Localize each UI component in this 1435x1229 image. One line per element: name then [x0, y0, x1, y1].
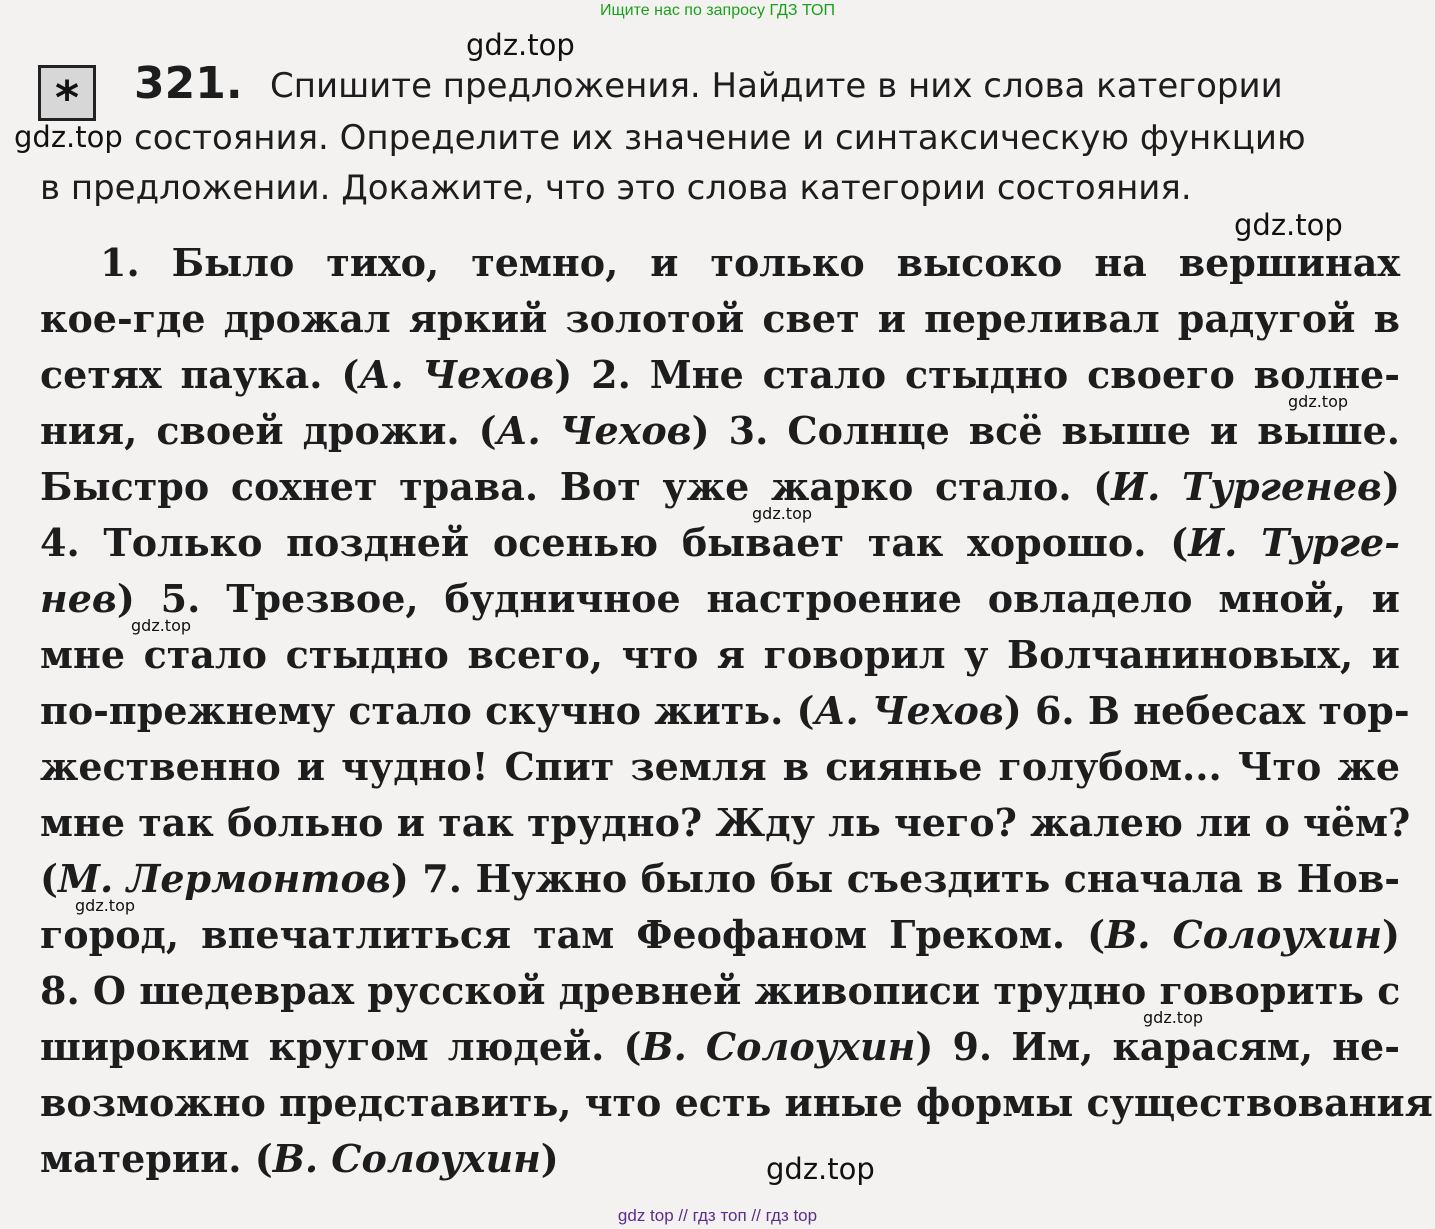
- text-line-6: 4. Только поздней осенью бывает так хорошо. (И. Турге-: [40, 520, 1400, 565]
- text-line-11: мне так больно и так трудно? Жду ль чего? жалею ли о чём?: [40, 800, 1411, 845]
- text-line-8: мне стало стыдно всего, что я говорил у Волчаниновых, и: [40, 632, 1400, 677]
- search-banner: Ищите нас по запросу ГДЗ ТОП: [600, 2, 835, 19]
- watermark: gdz.top: [1234, 208, 1343, 242]
- text-line-16: возможно представить, что есть иные формы существования: [40, 1080, 1433, 1125]
- asterisk-marker-icon: *: [38, 65, 96, 121]
- text-line-5: Быстро сохнет трава. Вот уже жарко стало. (И. Тургенев): [40, 464, 1400, 509]
- text-line-15: широким кругом людей. (В. Солоухин) 9. Им, карасям, не-: [40, 1024, 1400, 1069]
- footer-banner: gdz top // гдз топ // гдз top: [617, 1206, 818, 1225]
- text-line-9: по-прежнему стало скучно жить. (А. Чехов) 6. В небесах тор-: [40, 688, 1410, 733]
- watermark: gdz.top: [466, 28, 575, 62]
- watermark: gdz.top: [766, 1152, 875, 1186]
- watermark: gdz.top: [75, 896, 136, 915]
- text-line-12: (М. Лермонтов) 7. Нужно было бы съездить сначала в Нов-: [40, 856, 1400, 901]
- task-line-3: в предложении. Докажите, что это слова категории состояния.: [40, 168, 1192, 208]
- watermark: gdz.top: [752, 504, 813, 523]
- text-line-10: жественно и чудно! Спит земля в сиянье голубом... Что же: [40, 744, 1400, 789]
- watermark: gdz.top: [131, 616, 192, 635]
- text-line-2: кое-где дрожал яркий золотой свет и переливал радугой в: [40, 296, 1400, 341]
- text-line-14: 8. О шедеврах русской древней живописи трудно говорить с: [40, 968, 1401, 1013]
- text-line-7: нев) 5. Трезвое, будничное настроение овладело мной, и: [40, 576, 1400, 621]
- text-line-4: ния, своей дрожи. (А. Чехов) 3. Солнце всё выше и выше.: [40, 408, 1400, 453]
- text-line-1: 1. Было тихо, темно, и только высоко на вершинах: [100, 240, 1400, 285]
- text-line-3: сетях паука. (А. Чехов) 2. Мне стало стыдно своего волне-: [40, 352, 1400, 397]
- task-line-2: состояния. Определите их значение и синтаксическую функцию: [134, 118, 1306, 158]
- watermark: gdz.top: [1288, 392, 1349, 411]
- task-line-1: Спишите предложения. Найдите в них слова категории: [270, 66, 1283, 106]
- exercise-number: 321.: [134, 58, 243, 109]
- text-line-13: город, впечатлиться там Феофаном Греком. (В. Солоухин): [40, 912, 1401, 957]
- text-line-17: материи. (В. Солоухин): [40, 1136, 559, 1181]
- watermark: gdz.top: [14, 120, 123, 154]
- watermark: gdz.top: [1143, 1008, 1204, 1027]
